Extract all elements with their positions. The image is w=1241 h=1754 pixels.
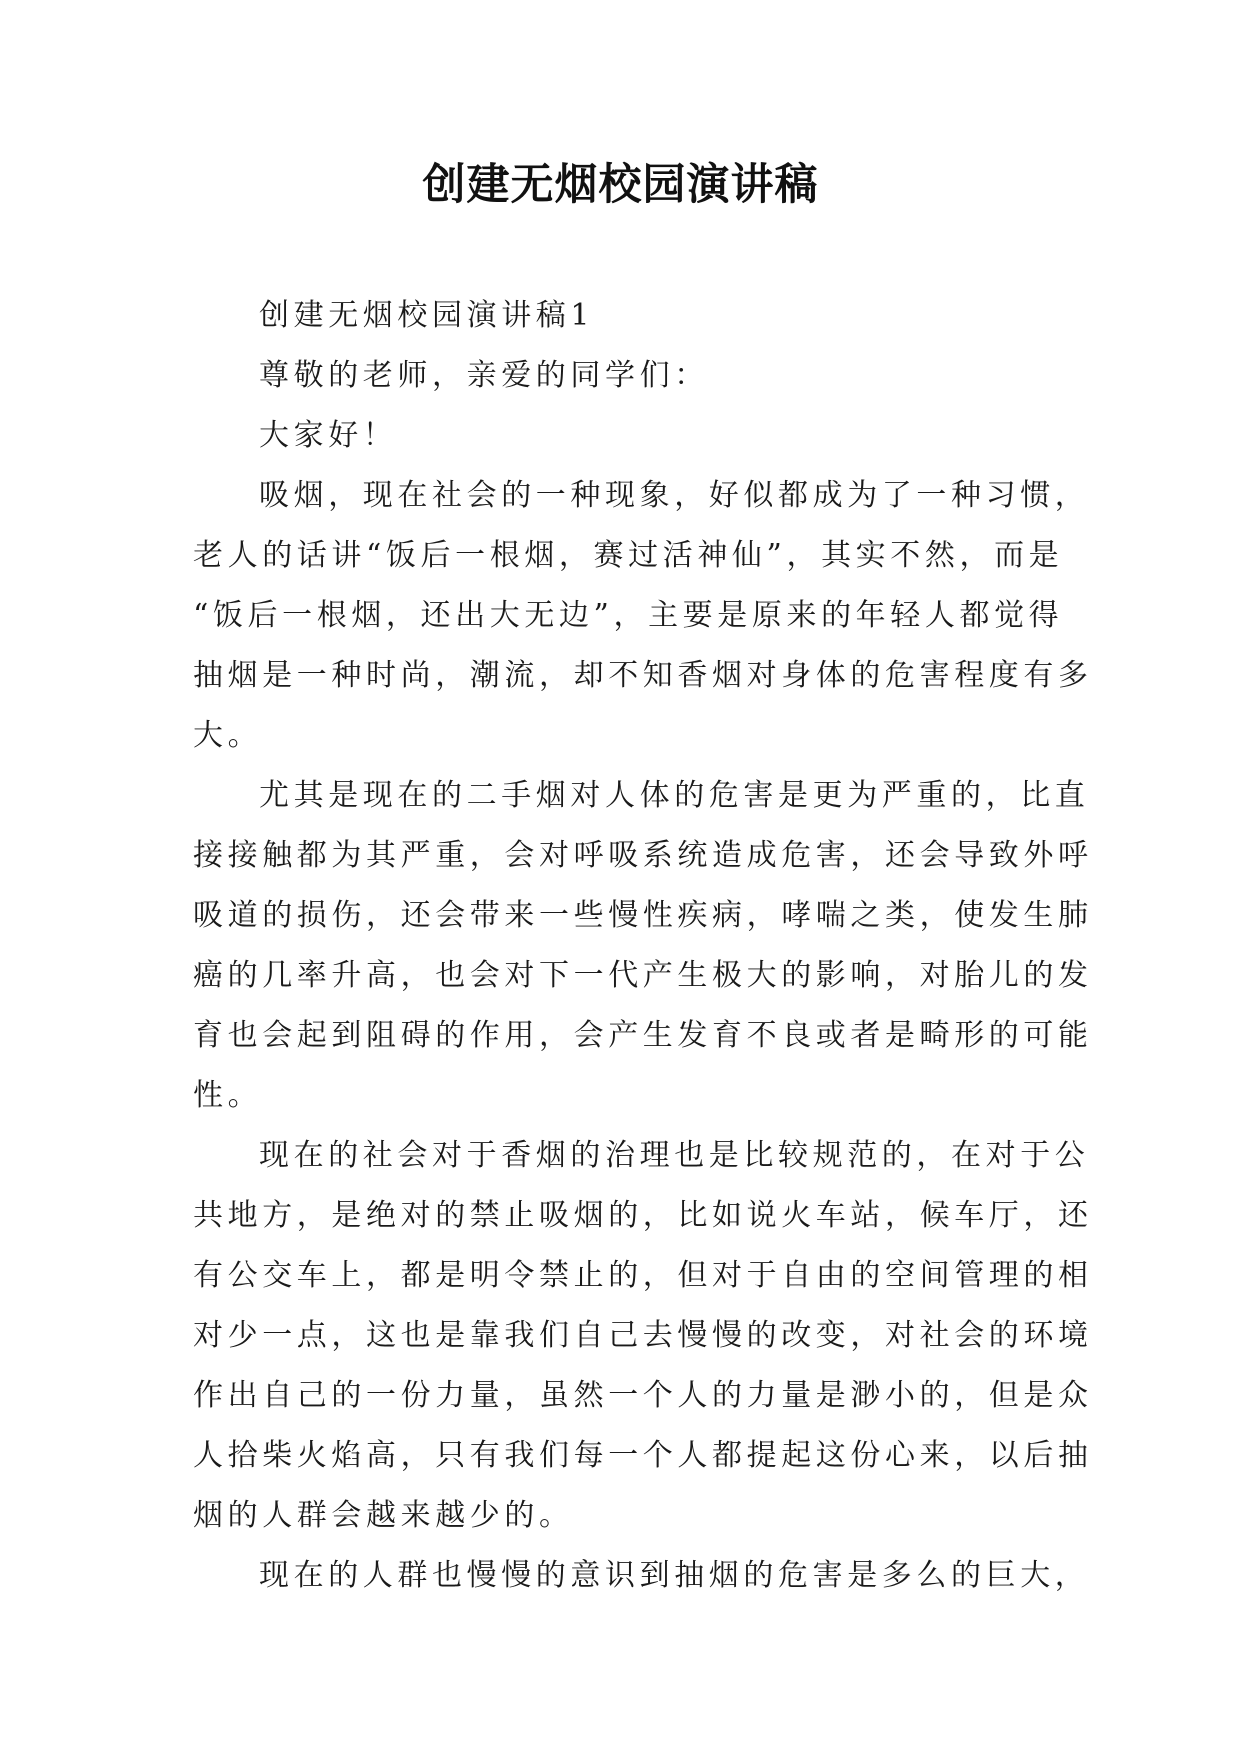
paragraph-line: 性。	[193, 1078, 263, 1113]
paragraph-2	[193, 766, 1093, 1126]
paragraph-line: 烟的人群会越来越少的。	[193, 1498, 574, 1533]
paragraph-line: 大。	[193, 718, 263, 753]
paragraph-line: 对少一点，这也是靠我们自己去慢慢的改变，对社会的环境	[193, 1318, 1093, 1353]
paragraph-line: 有公交车上，都是明令禁止的，但对于自由的空间管理的相	[193, 1258, 1093, 1293]
paragraph-line: 尤其是现在的二手烟对人体的危害是更为严重的，比直	[259, 778, 1090, 813]
paragraph-line: 癌的几率升高，也会对下一代产生极大的影响，对胎儿的发	[193, 958, 1093, 993]
paragraph-line: 抽烟是一种时尚，潮流，却不知香烟对身体的危害程度有多	[193, 658, 1093, 693]
document-title: 创建无烟校园演讲稿	[422, 160, 819, 210]
paragraph-3	[193, 1126, 1093, 1546]
paragraph-4	[193, 1546, 1090, 1606]
paragraph-line: 现在的人群也慢慢的意识到抽烟的危害是多么的巨大，	[259, 1558, 1090, 1593]
paragraph-line: 育也会起到阻碍的作用，会产生发育不良或者是畸形的可能	[193, 1018, 1093, 1053]
paragraph-1	[193, 466, 1093, 766]
paragraph-line: 现在的社会对于香烟的治理也是比较规范的，在对于公	[259, 1138, 1090, 1173]
paragraph-line: 吸烟，现在社会的一种现象，好似都成为了一种习惯，	[259, 478, 1090, 513]
paragraph-line: 作出自己的一份力量，虽然一个人的力量是渺小的，但是众	[193, 1378, 1093, 1413]
salutation: 尊敬的老师，亲爱的同学们：	[259, 358, 709, 393]
paragraph-line: 人拾柴火焰高，只有我们每一个人都提起这份心来，以后抽	[193, 1438, 1093, 1473]
paragraph-line: 吸道的损伤，还会带来一些慢性疾病，哮喘之类，使发生肺	[193, 898, 1093, 933]
document-body	[193, 286, 1093, 1606]
paragraph-line: “饭后一根烟，还出大无边”，主要是原来的年轻人都觉得	[193, 598, 1064, 633]
paragraph-line: 老人的话讲“饭后一根烟，赛过活神仙”，其实不然，而是	[193, 538, 1064, 573]
paragraph-line: 接接触都为其严重，会对呼吸系统造成危害，还会导致外呼	[193, 838, 1093, 873]
greeting: 大家好！	[259, 418, 398, 453]
speech-heading: 创建无烟校园演讲稿1	[259, 298, 595, 333]
paragraph-line: 共地方，是绝对的禁止吸烟的，比如说火车站，候车厅，还	[193, 1198, 1093, 1233]
